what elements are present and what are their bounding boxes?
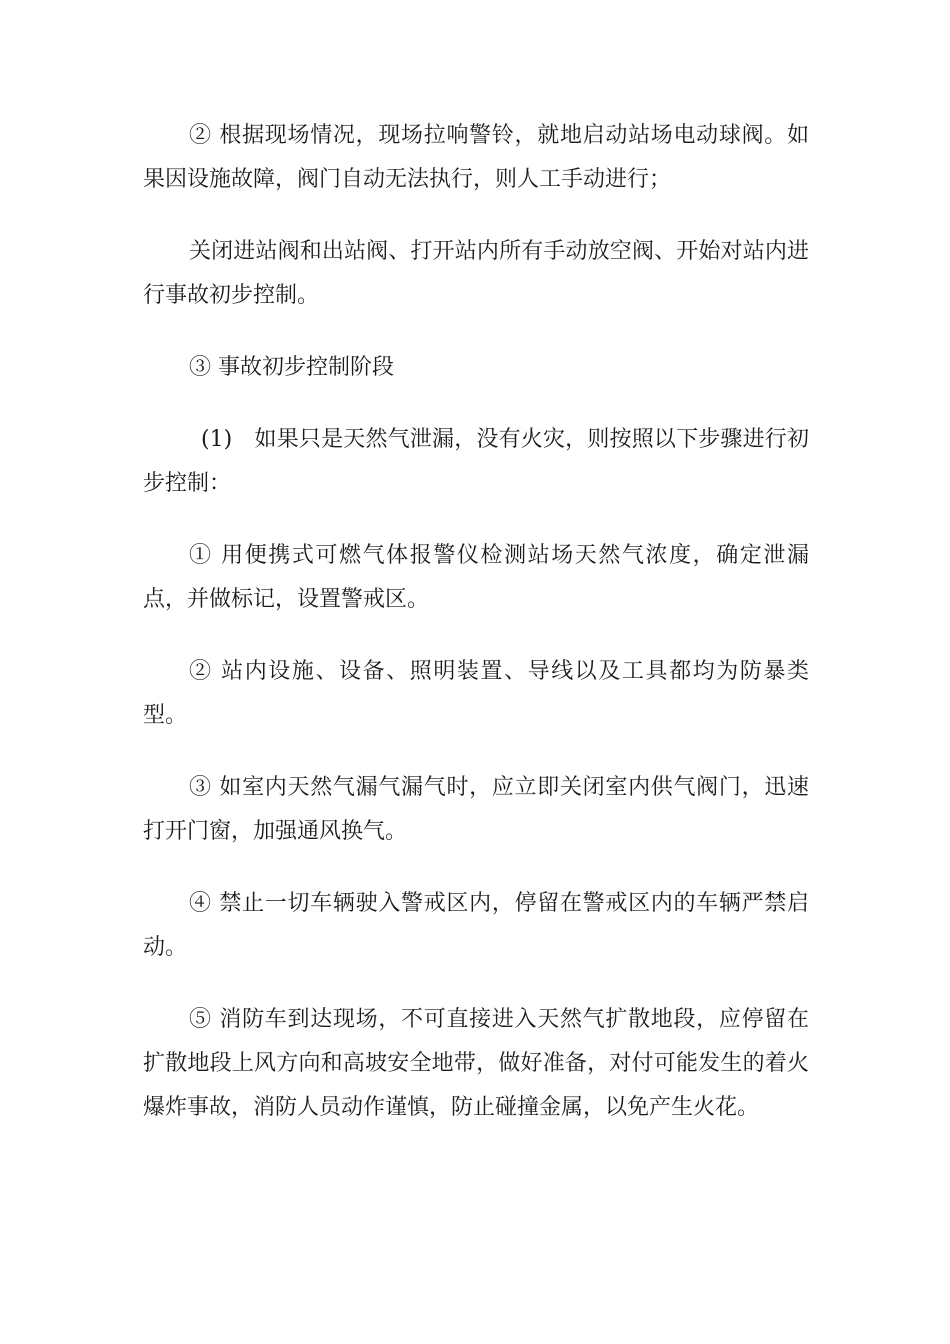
- paragraph-valve-startup: ② 根据现场情况，现场拉响警铃，就地启动站场电动球阀。如果因设施故障，阀门自动无法执行，则人工手动进行；: [143, 123, 809, 192]
- paragraph-vehicle-ban: ④ 禁止一切车辆驶入警戒区内，停留在警戒区内的车辆严禁启动。: [143, 891, 809, 960]
- paragraph-initial-control-heading: ③ 事故初步控制阶段: [189, 355, 394, 380]
- paragraph-close-valves: 关闭进站阀和出站阀、打开站内所有手动放空阀、开始对站内进行事故初步控制。: [143, 239, 809, 308]
- paragraph-detect-leak: ① 用便携式可燃气体报警仪检测站场天然气浓度，确定泄漏点，并做标记，设置警戒区。: [143, 543, 809, 612]
- paragraph-indoor-leak: ③ 如室内天然气漏气漏气时，应立即关闭室内供气阀门，迅速打开门窗，加强通风换气。: [143, 775, 809, 844]
- document-page: [143, 114, 809, 1130]
- paragraph-fire-truck: ⑤ 消防车到达现场，不可直接进入天然气扩散地段，应停留在扩散地段上风方向和高坡安全地带，做好准备，对付可能发生的着火爆炸事故，消防人员动作谨慎，防止碰撞金属，以免产生火花。: [143, 1007, 809, 1120]
- paragraph-leak-no-fire: (1) 如果只是天然气泄漏，没有火灾，则按照以下步骤进行初步控制：: [143, 427, 809, 496]
- paragraph-explosion-proof: ② 站内设施、设备、照明装置、导线以及工具都均为防暴类型。: [143, 659, 809, 728]
